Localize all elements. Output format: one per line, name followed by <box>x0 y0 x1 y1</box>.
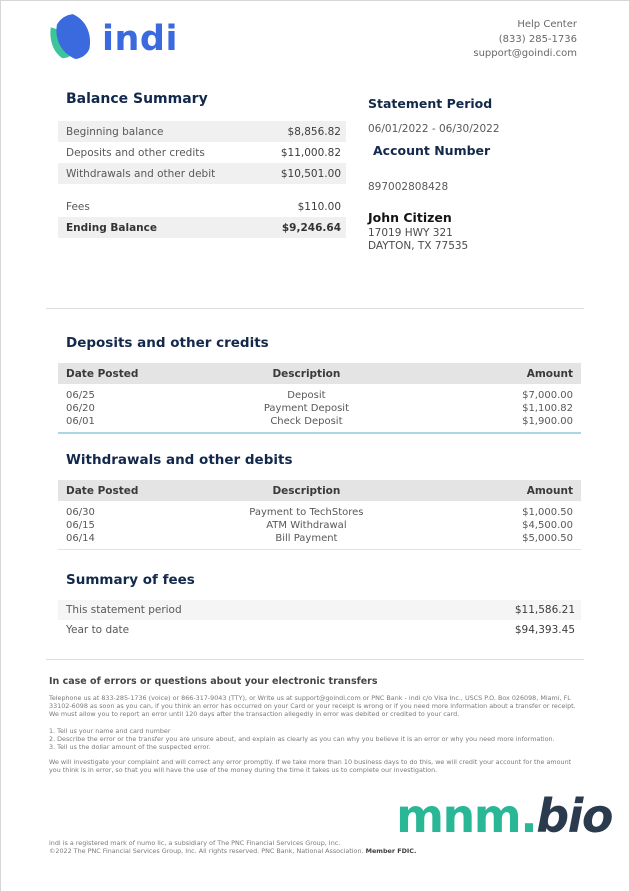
ending-balance-row <box>58 217 346 238</box>
balance-row-label: Deposits and other credits <box>66 146 205 159</box>
cell-amount: $4,500.00 <box>522 520 573 531</box>
help-phone: (833) 285-1736 <box>498 33 577 45</box>
withdrawals-title: Withdrawals and other debits <box>66 452 293 468</box>
column-header-amount: Amount <box>526 367 573 380</box>
fees-section <box>58 572 581 640</box>
account-number-label: Account Number <box>373 143 491 158</box>
balance-row-label: Withdrawals and other debit <box>66 167 216 180</box>
mnm-bio-watermark <box>396 789 612 843</box>
contact-block <box>473 13 577 62</box>
watermark-part-2: bio <box>536 789 612 843</box>
cell-date: 06/30 <box>66 507 95 518</box>
cell-description: Payment to TechStores <box>249 507 364 518</box>
column-header-date: Date Posted <box>66 367 139 380</box>
cell-description: ATM Withdrawal <box>266 520 347 531</box>
column-header-date: Date Posted <box>66 484 139 497</box>
support-email: support@goindi.com <box>473 48 577 59</box>
fee-row-label: This statement period <box>66 604 182 616</box>
balance-summary-title: Balance Summary <box>66 91 208 107</box>
cell-description: Check Deposit <box>270 416 343 427</box>
legal-line-1: indi is a registered mark of numo llc, a subsidiary of The PNC Financial Services Group, Inc. <box>49 839 341 847</box>
cell-amount: $1,100.82 <box>522 403 573 414</box>
legal-line-2: ©2022 The PNC Financial Services Group, Inc. All rights reserved. PNC Bank, National Association. Member FDIC. <box>49 847 417 855</box>
cell-description: Payment Deposit <box>263 403 349 414</box>
account-info <box>368 91 500 253</box>
balance-row <box>58 163 346 184</box>
errors-heading: In case of errors or questions about your electronic transfers <box>49 676 378 687</box>
table-row <box>58 415 581 428</box>
address-line-1: 17019 HWY 321 <box>368 227 453 239</box>
balance-row-value: $10,501.00 <box>280 167 341 180</box>
deposits-title: Deposits and other credits <box>66 335 269 351</box>
table-row <box>58 389 581 402</box>
fee-row-value: $11,586.21 <box>514 604 575 616</box>
balance-row-label: Ending Balance <box>66 221 158 234</box>
cell-date: 06/15 <box>66 520 95 531</box>
errors-disclosure <box>49 676 581 775</box>
balance-row-value: $9,246.64 <box>281 221 341 234</box>
fee-row-value: $94,393.45 <box>514 624 575 636</box>
list-item: 3. Tell us the dollar amount of the suspected error. <box>49 743 211 752</box>
table-row <box>58 532 581 545</box>
indi-logo <box>49 13 178 65</box>
balance-row <box>58 196 346 217</box>
fee-row <box>58 620 581 640</box>
list-item: 2. Describe the error or the transfer you are unsure about, and explain as clearly as you can why you believe it is an error or why you need more information. <box>49 735 555 744</box>
cell-description: Bill Payment <box>275 533 338 544</box>
cell-amount: $5,000.50 <box>522 533 573 544</box>
withdrawals-table-body <box>58 501 581 549</box>
withdrawals-table <box>58 480 581 550</box>
cell-amount: $1,000.50 <box>522 507 573 518</box>
withdrawals-section <box>58 452 581 550</box>
column-header-description: Description <box>272 367 341 380</box>
table-row <box>58 402 581 415</box>
column-header-description: Description <box>272 484 341 497</box>
indi-leaf-logo-icon <box>49 13 93 65</box>
deposits-table-body <box>58 384 581 432</box>
fee-row <box>58 600 581 620</box>
section-divider <box>46 308 584 309</box>
statement-period-label: Statement Period <box>368 96 493 111</box>
cell-date: 06/20 <box>66 403 95 414</box>
balance-row-label: Fees <box>66 200 90 213</box>
table-row <box>58 519 581 532</box>
cell-date: 06/25 <box>66 390 95 401</box>
balance-row-value: $110.00 <box>297 200 341 213</box>
errors-paragraph-1: Telephone us at 833-285-1736 (voice) or 866-317-9043 (TTY), or Write us at support@goindi.com or PNC Bank - indi c/o Visa Inc., USCS P.O. Box 026098, Miami, FL 33102-6098 as soon as you can, if you think an error has occurred on your Card or your receipt is wrong or if you need more information about a transfer or receipt. We must allow you to report an error until 120 days after the transaction allegedly in error was debited or credited to your card. <box>49 694 576 718</box>
errors-instructions-list <box>49 727 581 751</box>
balance-row-label: Beginning balance <box>66 125 164 138</box>
address-line-2: DAYTON, TX 77535 <box>368 240 469 252</box>
statement-period-value: 06/01/2022 - 06/30/2022 <box>368 123 500 135</box>
deposits-table-header <box>58 363 581 384</box>
header <box>1 1 629 65</box>
table-row <box>58 506 581 519</box>
legal-footer <box>49 839 416 855</box>
fees-title: Summary of fees <box>66 572 195 588</box>
cell-amount: $7,000.00 <box>522 390 573 401</box>
account-holder-address <box>368 227 500 253</box>
watermark-part-1: mnm. <box>396 789 537 843</box>
cell-amount: $1,900.00 <box>522 416 573 427</box>
footer-divider <box>46 659 584 660</box>
balance-summary <box>58 91 346 253</box>
balance-row-value: $8,856.82 <box>287 125 341 138</box>
cell-date: 06/14 <box>66 533 95 544</box>
balance-row-spacer <box>58 184 346 196</box>
help-center-label: Help Center <box>517 19 577 30</box>
list-item: 1. Tell us your name and card number <box>49 727 171 736</box>
account-number-value: 897002808428 <box>368 181 449 193</box>
withdrawals-table-header <box>58 480 581 501</box>
deposits-table <box>58 363 581 434</box>
cell-description: Deposit <box>287 390 326 401</box>
balance-section <box>58 91 581 253</box>
errors-paragraph-2: We will investigate your complaint and will correct any error promptly. If we take more than 10 business days to do this, we will credit your account for the amount you think is in error, so that you will have the use of the money during the time it takes us to complete our investigation. <box>49 758 572 775</box>
balance-row <box>58 142 346 163</box>
cell-date: 06/01 <box>66 416 95 427</box>
logo-wordmark: indi <box>102 19 178 59</box>
member-fdic-label: Member FDIC. <box>365 847 417 855</box>
deposits-section <box>58 335 581 434</box>
fee-row-label: Year to date <box>66 624 130 636</box>
balance-row-value: $11,000.82 <box>280 146 341 159</box>
column-header-amount: Amount <box>526 484 573 497</box>
balance-row <box>58 121 346 142</box>
account-holder-name: John Citizen <box>368 210 452 225</box>
